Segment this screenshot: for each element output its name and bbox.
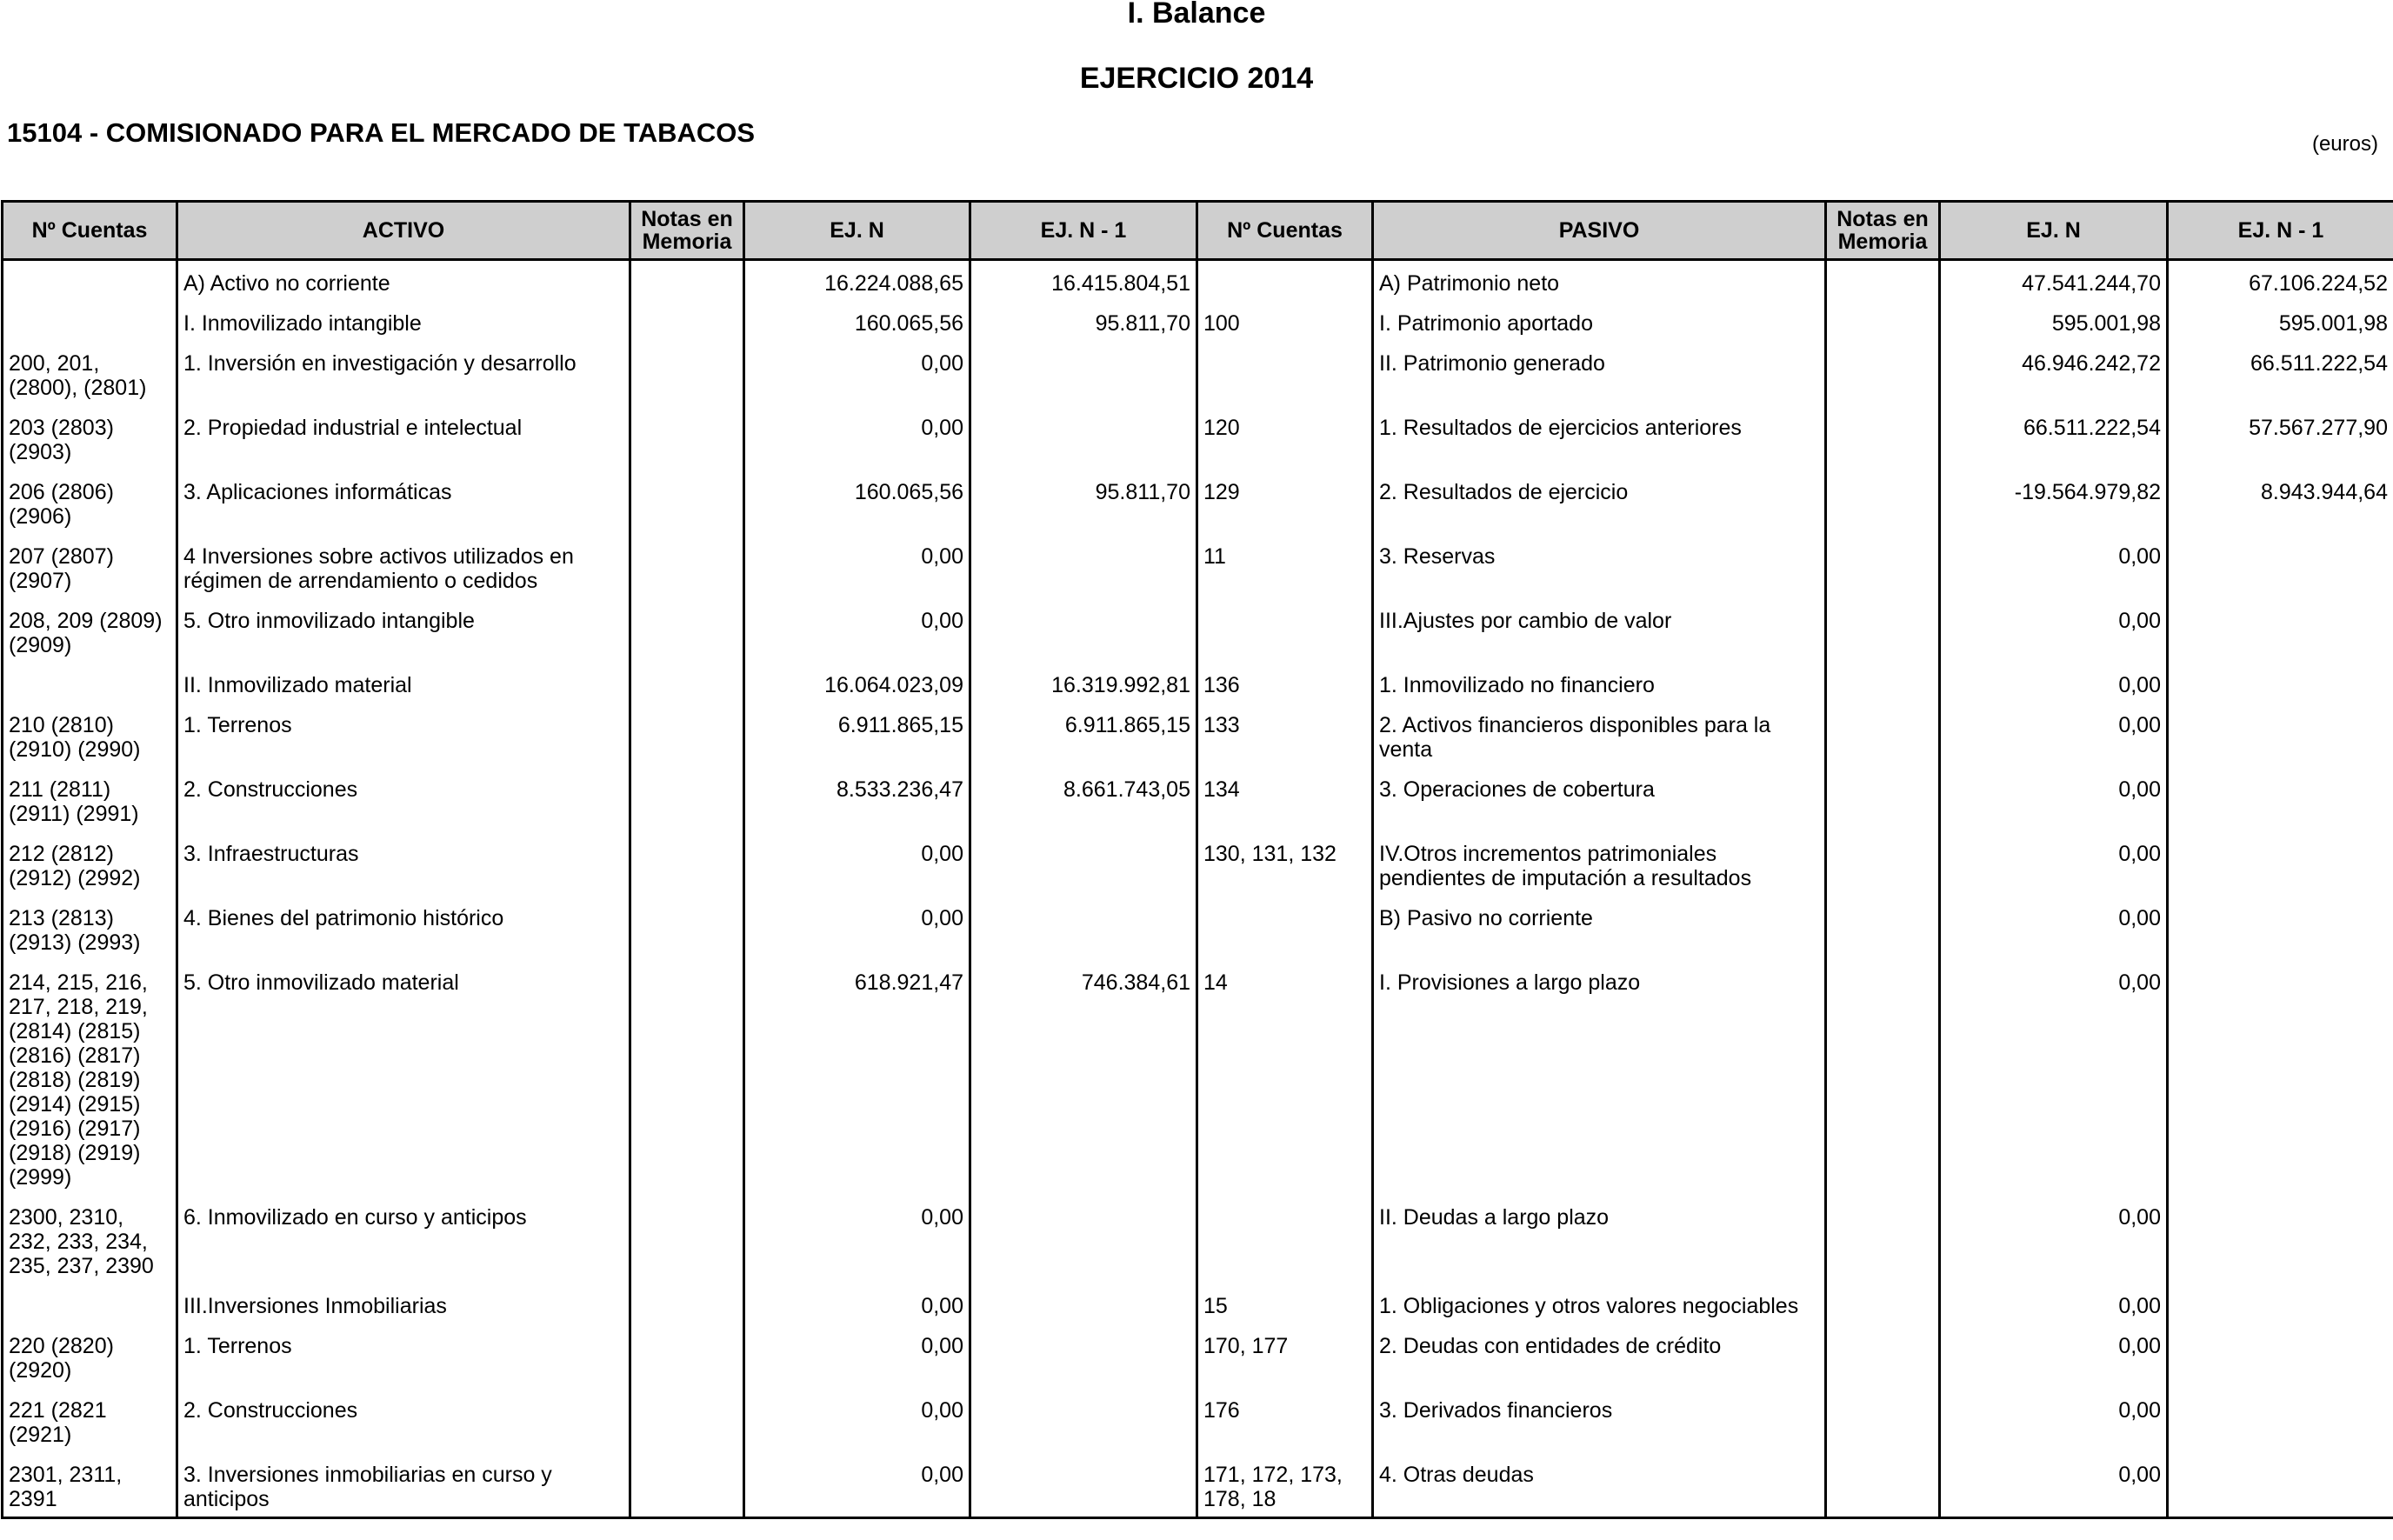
ej-n1-pasivo-cell — [2168, 534, 2393, 598]
notas-pasivo-cell — [1826, 960, 1940, 1195]
header-pasivo: PASIVO — [1373, 202, 1826, 260]
pasivo-label-cell: A) Patrimonio neto — [1373, 260, 1826, 302]
notas-activo-cell — [630, 831, 744, 896]
table-row — [3, 663, 2393, 703]
ej-n1-pasivo-cell — [2168, 960, 2393, 1195]
cuentas-pasivo-cell: 15 — [1197, 1283, 1373, 1323]
pasivo-label-cell: 1. Resultados de ejercicios anteriores — [1373, 405, 1826, 470]
notas-pasivo-cell — [1826, 301, 1940, 341]
ej-n-pasivo-cell: 595.001,98 — [1940, 301, 2168, 341]
notas-activo-cell — [630, 896, 744, 960]
ej-n1-pasivo-cell: 67.106.224,52 — [2168, 260, 2393, 302]
cuentas-activo-cell: 208, 209 (2809) (2909) — [3, 598, 177, 663]
pasivo-label-cell: 3. Reservas — [1373, 534, 1826, 598]
pasivo-label-cell: B) Pasivo no corriente — [1373, 896, 1826, 960]
cuentas-pasivo-cell: 134 — [1197, 767, 1373, 831]
cuentas-pasivo-cell: 130, 131, 132 — [1197, 831, 1373, 896]
ej-n1-activo-cell — [970, 1452, 1197, 1518]
notas-activo-cell — [630, 1452, 744, 1518]
notas-pasivo-cell — [1826, 1452, 1940, 1518]
activo-label-cell: 3. Aplicaciones informáticas — [177, 470, 630, 534]
ej-n1-pasivo-cell — [2168, 598, 2393, 663]
header-ej-n-pasivo: EJ. N — [1940, 202, 2168, 260]
pasivo-label-cell: III.Ajustes por cambio de valor — [1373, 598, 1826, 663]
page-title: I. Balance — [1127, 0, 1266, 30]
notas-pasivo-cell — [1826, 534, 1940, 598]
notas-pasivo-cell — [1826, 767, 1940, 831]
table-row — [3, 470, 2393, 534]
pasivo-label-cell: 2. Activos financieros disponibles para la venta — [1373, 703, 1826, 767]
notas-pasivo-cell — [1826, 470, 1940, 534]
cuentas-pasivo-cell: 11 — [1197, 534, 1373, 598]
notas-pasivo-cell — [1826, 1323, 1940, 1388]
notas-activo-cell — [630, 1323, 744, 1388]
notas-activo-cell — [630, 767, 744, 831]
ej-n1-pasivo-cell — [2168, 831, 2393, 896]
cuentas-activo-cell — [3, 663, 177, 703]
header-cuentas-pasivo: Nº Cuentas — [1197, 202, 1373, 260]
table-row — [3, 1283, 2393, 1323]
notas-pasivo-cell — [1826, 598, 1940, 663]
ej-n1-activo-cell: 746.384,61 — [970, 960, 1197, 1195]
ej-n-pasivo-cell: 0,00 — [1940, 1283, 2168, 1323]
cuentas-activo-cell: 2301, 2311, 2391 — [3, 1452, 177, 1518]
pasivo-label-cell: I. Patrimonio aportado — [1373, 301, 1826, 341]
ej-n1-activo-cell — [970, 1195, 1197, 1283]
ej-n-activo-cell: 16.224.088,65 — [744, 260, 970, 302]
cuentas-pasivo-cell: 136 — [1197, 663, 1373, 703]
notas-activo-cell — [630, 663, 744, 703]
ej-n1-activo-cell — [970, 1323, 1197, 1388]
ej-n-activo-cell: 16.064.023,09 — [744, 663, 970, 703]
table-row — [3, 703, 2393, 767]
table-row — [3, 767, 2393, 831]
cuentas-activo-cell: 220 (2820) (2920) — [3, 1323, 177, 1388]
ej-n1-pasivo-cell — [2168, 767, 2393, 831]
cuentas-pasivo-cell: 176 — [1197, 1388, 1373, 1452]
ej-n-pasivo-cell: 0,00 — [1940, 703, 2168, 767]
table-row — [3, 1388, 2393, 1452]
cuentas-activo-cell: 207 (2807) (2907) — [3, 534, 177, 598]
ej-n1-activo-cell — [970, 598, 1197, 663]
notas-activo-cell — [630, 703, 744, 767]
cuentas-activo-cell: 206 (2806) (2906) — [3, 470, 177, 534]
pasivo-label-cell: 1. Obligaciones y otros valores negociables — [1373, 1283, 1826, 1323]
ej-n-activo-cell: 0,00 — [744, 405, 970, 470]
ej-n-activo-cell: 8.533.236,47 — [744, 767, 970, 831]
ej-n1-activo-cell: 16.319.992,81 — [970, 663, 1197, 703]
ej-n-pasivo-cell: 0,00 — [1940, 534, 2168, 598]
cuentas-pasivo-cell: 120 — [1197, 405, 1373, 470]
activo-label-cell: III.Inversiones Inmobiliarias — [177, 1283, 630, 1323]
cuentas-activo-cell — [3, 260, 177, 302]
ej-n1-pasivo-cell — [2168, 1323, 2393, 1388]
notas-pasivo-cell — [1826, 703, 1940, 767]
pasivo-label-cell: IV.Otros incrementos patrimoniales pendientes de imputación a resultados — [1373, 831, 1826, 896]
cuentas-activo-cell: 200, 201, (2800), (2801) — [3, 341, 177, 405]
ej-n1-activo-cell: 95.811,70 — [970, 301, 1197, 341]
ej-n1-pasivo-cell — [2168, 896, 2393, 960]
ej-n-pasivo-cell: 66.511.222,54 — [1940, 405, 2168, 470]
table-row — [3, 1323, 2393, 1388]
cuentas-pasivo-cell — [1197, 598, 1373, 663]
ej-n1-activo-cell: 95.811,70 — [970, 470, 1197, 534]
notas-activo-cell — [630, 341, 744, 405]
ej-n-pasivo-cell: 0,00 — [1940, 1323, 2168, 1388]
activo-label-cell: II. Inmovilizado material — [177, 663, 630, 703]
ej-n-activo-cell: 0,00 — [744, 896, 970, 960]
notas-pasivo-cell — [1826, 1388, 1940, 1452]
notas-activo-cell — [630, 1388, 744, 1452]
cuentas-pasivo-cell — [1197, 260, 1373, 302]
ej-n-activo-cell: 0,00 — [744, 831, 970, 896]
header-notas-activo: Notas en Memoria — [630, 202, 744, 260]
activo-label-cell: 1. Terrenos — [177, 1323, 630, 1388]
notas-pasivo-cell — [1826, 341, 1940, 405]
table-row — [3, 598, 2393, 663]
cuentas-pasivo-cell: 100 — [1197, 301, 1373, 341]
activo-label-cell: 3. Inversiones inmobiliarias en curso y anticipos — [177, 1452, 630, 1518]
page-subtitle: EJERCICIO 2014 — [1079, 62, 1314, 95]
notas-pasivo-cell — [1826, 260, 1940, 302]
activo-label-cell: A) Activo no corriente — [177, 260, 630, 302]
cuentas-pasivo-cell — [1197, 1195, 1373, 1283]
ej-n1-activo-cell: 8.661.743,05 — [970, 767, 1197, 831]
table-header-row — [3, 202, 2393, 260]
pasivo-label-cell: I. Provisiones a largo plazo — [1373, 960, 1826, 1195]
header-cuentas-activo: Nº Cuentas — [3, 202, 177, 260]
cuentas-pasivo-cell — [1197, 341, 1373, 405]
cuentas-activo-cell: 221 (2821 (2921) — [3, 1388, 177, 1452]
notas-pasivo-cell — [1826, 831, 1940, 896]
ej-n1-activo-cell — [970, 405, 1197, 470]
ej-n-activo-cell: 0,00 — [744, 1195, 970, 1283]
table-row — [3, 301, 2393, 341]
ej-n1-activo-cell — [970, 341, 1197, 405]
notas-pasivo-cell — [1826, 405, 1940, 470]
notas-activo-cell — [630, 470, 744, 534]
ej-n-pasivo-cell: 0,00 — [1940, 960, 2168, 1195]
notas-pasivo-cell — [1826, 1283, 1940, 1323]
ej-n1-pasivo-cell — [2168, 1388, 2393, 1452]
activo-label-cell: 6. Inmovilizado en curso y anticipos — [177, 1195, 630, 1283]
table-row — [3, 896, 2393, 960]
pasivo-label-cell: 1. Inmovilizado no financiero — [1373, 663, 1826, 703]
pasivo-label-cell: 2. Resultados de ejercicio — [1373, 470, 1826, 534]
notas-activo-cell — [630, 260, 744, 302]
notas-activo-cell — [630, 405, 744, 470]
cuentas-pasivo-cell: 133 — [1197, 703, 1373, 767]
cuentas-pasivo-cell: 171, 172, 173, 178, 18 — [1197, 1452, 1373, 1518]
notas-activo-cell — [630, 1283, 744, 1323]
pasivo-label-cell: 3. Operaciones de cobertura — [1373, 767, 1826, 831]
ej-n1-pasivo-cell — [2168, 1283, 2393, 1323]
ej-n-activo-cell: 160.065,56 — [744, 301, 970, 341]
units-label: (euros) — [2311, 132, 2378, 156]
ej-n1-pasivo-cell — [2168, 663, 2393, 703]
table-row — [3, 1195, 2393, 1283]
table-row — [3, 1452, 2393, 1518]
ej-n-pasivo-cell: 47.541.244,70 — [1940, 260, 2168, 302]
cuentas-pasivo-cell — [1197, 896, 1373, 960]
activo-label-cell: 5. Otro inmovilizado material — [177, 960, 630, 1195]
notas-pasivo-cell — [1826, 1195, 1940, 1283]
cuentas-activo-cell: 2300, 2310, 232, 233, 234, 235, 237, 2390 — [3, 1195, 177, 1283]
ej-n-pasivo-cell: 46.946.242,72 — [1940, 341, 2168, 405]
ej-n-activo-cell: 0,00 — [744, 1323, 970, 1388]
notas-activo-cell — [630, 301, 744, 341]
ej-n1-pasivo-cell: 66.511.222,54 — [2168, 341, 2393, 405]
notas-activo-cell — [630, 1195, 744, 1283]
activo-label-cell: 5. Otro inmovilizado intangible — [177, 598, 630, 663]
header-ej-n1-pasivo: EJ. N - 1 — [2168, 202, 2393, 260]
balance-body — [3, 260, 2393, 1518]
notas-pasivo-cell — [1826, 896, 1940, 960]
activo-label-cell: 2. Propiedad industrial e intelectual — [177, 405, 630, 470]
pasivo-label-cell: II. Deudas a largo plazo — [1373, 1195, 1826, 1283]
ej-n-activo-cell: 0,00 — [744, 1388, 970, 1452]
ej-n-activo-cell: 160.065,56 — [744, 470, 970, 534]
ej-n1-activo-cell — [970, 896, 1197, 960]
cuentas-pasivo-cell: 14 — [1197, 960, 1373, 1195]
ej-n-pasivo-cell: 0,00 — [1940, 767, 2168, 831]
header-ej-n-activo: EJ. N — [744, 202, 970, 260]
cuentas-activo-cell — [3, 1283, 177, 1323]
cuentas-activo-cell — [3, 301, 177, 341]
ej-n1-pasivo-cell — [2168, 1452, 2393, 1518]
table-row — [3, 260, 2393, 302]
activo-label-cell: 1. Terrenos — [177, 703, 630, 767]
ej-n-pasivo-cell: 0,00 — [1940, 1452, 2168, 1518]
table-row — [3, 960, 2393, 1195]
ej-n1-pasivo-cell — [2168, 703, 2393, 767]
ej-n-pasivo-cell: 0,00 — [1940, 598, 2168, 663]
ej-n1-pasivo-cell: 57.567.277,90 — [2168, 405, 2393, 470]
activo-label-cell: 2. Construcciones — [177, 767, 630, 831]
ej-n1-pasivo-cell: 595.001,98 — [2168, 301, 2393, 341]
cuentas-activo-cell: 203 (2803) (2903) — [3, 405, 177, 470]
header-ej-n1-activo: EJ. N - 1 — [970, 202, 1197, 260]
header-activo: ACTIVO — [177, 202, 630, 260]
entity-title: 15104 - COMISIONADO PARA EL MERCADO DE TABACOS — [7, 117, 756, 148]
activo-label-cell: I. Inmovilizado intangible — [177, 301, 630, 341]
cuentas-pasivo-cell: 170, 177 — [1197, 1323, 1373, 1388]
table-row — [3, 831, 2393, 896]
ej-n-activo-cell: 0,00 — [744, 1283, 970, 1323]
ej-n-pasivo-cell: 0,00 — [1940, 831, 2168, 896]
cuentas-activo-cell: 214, 215, 216, 217, 218, 219, (2814) (2815) (2816) (2817) (2818) (2819) (2914) (2915) (2916) (2917) (2918) (2919) (2999) — [3, 960, 177, 1195]
activo-label-cell: 4 Inversiones sobre activos utilizados en régimen de arrendamiento o cedidos — [177, 534, 630, 598]
ej-n1-activo-cell — [970, 831, 1197, 896]
ej-n-pasivo-cell: -19.564.979,82 — [1940, 470, 2168, 534]
pasivo-label-cell: II. Patrimonio generado — [1373, 341, 1826, 405]
cuentas-activo-cell: 210 (2810) (2910) (2990) — [3, 703, 177, 767]
table-row — [3, 341, 2393, 405]
notas-pasivo-cell — [1826, 663, 1940, 703]
ej-n1-activo-cell — [970, 1388, 1197, 1452]
ej-n-pasivo-cell: 0,00 — [1940, 896, 2168, 960]
ej-n-activo-cell: 0,00 — [744, 534, 970, 598]
ej-n-activo-cell: 0,00 — [744, 598, 970, 663]
notas-activo-cell — [630, 598, 744, 663]
ej-n-activo-cell: 618.921,47 — [744, 960, 970, 1195]
ej-n1-pasivo-cell: 8.943.944,64 — [2168, 470, 2393, 534]
ej-n1-activo-cell — [970, 1283, 1197, 1323]
activo-label-cell: 2. Construcciones — [177, 1388, 630, 1452]
balance-table — [1, 200, 2393, 1519]
ej-n-pasivo-cell: 0,00 — [1940, 663, 2168, 703]
ej-n1-activo-cell: 6.911.865,15 — [970, 703, 1197, 767]
ej-n1-activo-cell — [970, 534, 1197, 598]
table-row — [3, 534, 2393, 598]
notas-activo-cell — [630, 534, 744, 598]
header-notas-pasivo: Notas en Memoria — [1826, 202, 1940, 260]
ej-n-activo-cell: 6.911.865,15 — [744, 703, 970, 767]
ej-n1-activo-cell: 16.415.804,51 — [970, 260, 1197, 302]
table-row — [3, 405, 2393, 470]
pasivo-label-cell: 4. Otras deudas — [1373, 1452, 1826, 1518]
ej-n-pasivo-cell: 0,00 — [1940, 1195, 2168, 1283]
ej-n-pasivo-cell: 0,00 — [1940, 1388, 2168, 1452]
activo-label-cell: 4. Bienes del patrimonio histórico — [177, 896, 630, 960]
activo-label-cell: 3. Infraestructuras — [177, 831, 630, 896]
cuentas-activo-cell: 211 (2811) (2911) (2991) — [3, 767, 177, 831]
ej-n1-pasivo-cell — [2168, 1195, 2393, 1283]
notas-activo-cell — [630, 960, 744, 1195]
pasivo-label-cell: 3. Derivados financieros — [1373, 1388, 1826, 1452]
cuentas-activo-cell: 212 (2812) (2912) (2992) — [3, 831, 177, 896]
pasivo-label-cell: 2. Deudas con entidades de crédito — [1373, 1323, 1826, 1388]
cuentas-activo-cell: 213 (2813) (2913) (2993) — [3, 896, 177, 960]
cuentas-pasivo-cell: 129 — [1197, 470, 1373, 534]
activo-label-cell: 1. Inversión en investigación y desarrollo — [177, 341, 630, 405]
ej-n-activo-cell: 0,00 — [744, 341, 970, 405]
ej-n-activo-cell: 0,00 — [744, 1452, 970, 1518]
